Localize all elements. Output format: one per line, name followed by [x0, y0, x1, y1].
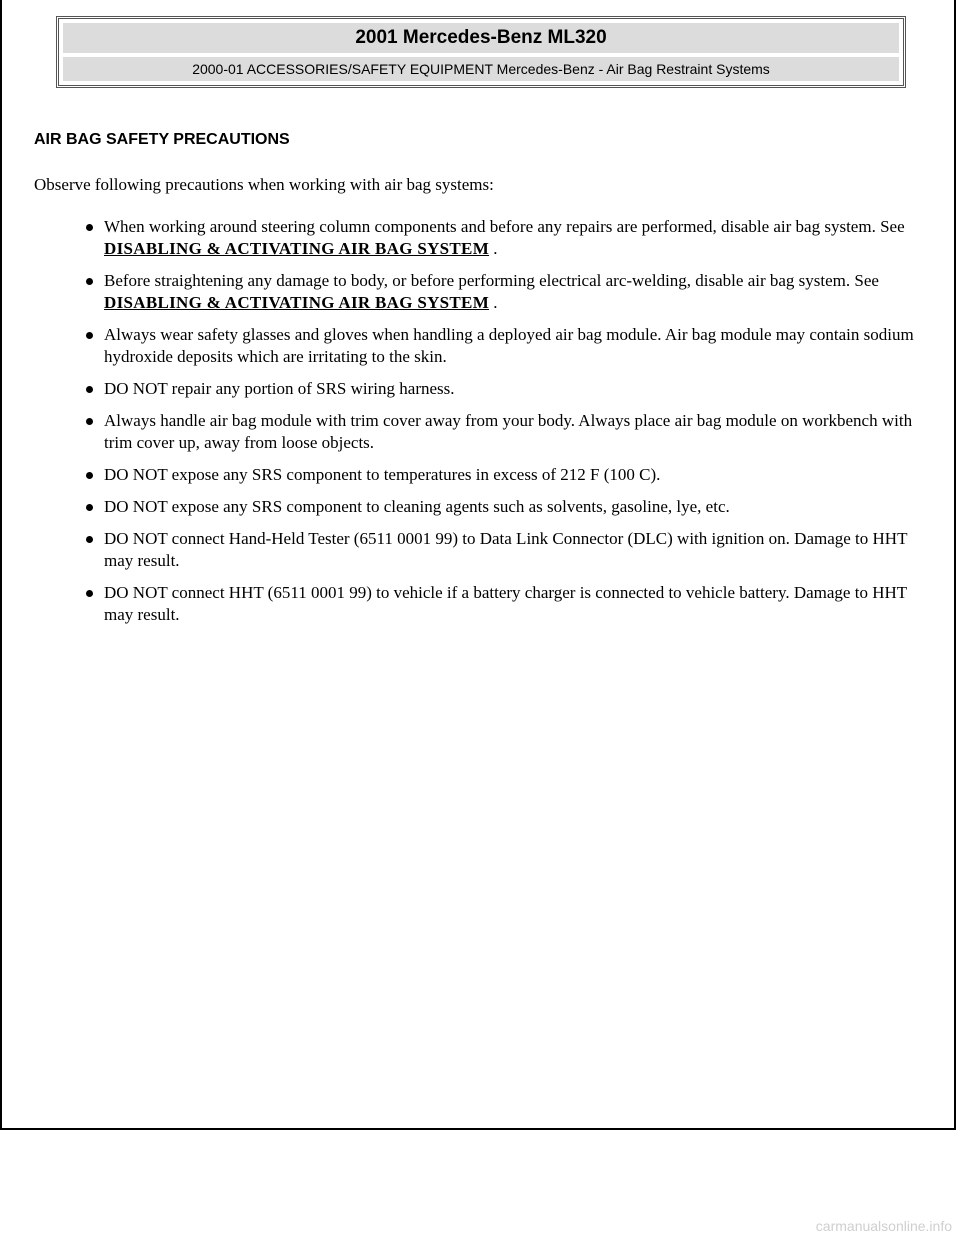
list-item-text: When working around steering column components and before any repairs are performed, disable air bag system. See — [104, 217, 905, 236]
bullet-icon — [86, 536, 93, 543]
list-item — [86, 410, 916, 454]
list-item-text: Always handle air bag module with trim cover away from your body. Always place air bag module on workbench with trim cover up, away from loose objects. — [104, 411, 913, 452]
list-item-text: DO NOT connect HHT (6511 0001 99) to vehicle if a battery charger is connected to vehicle battery. Damage to HHT may result. — [104, 583, 907, 624]
list-item — [86, 528, 916, 572]
list-item — [86, 582, 916, 626]
document-title: 2001 Mercedes-Benz ML320 — [63, 23, 899, 53]
list-item-text: DO NOT expose any SRS component to cleaning agents such as solvents, gasoline, lye, etc. — [104, 497, 730, 516]
list-item-text: DO NOT expose any SRS component to temperatures in excess of 212 F (100 C). — [104, 465, 661, 484]
bullet-icon — [86, 386, 93, 393]
bullet-icon — [86, 278, 93, 285]
disabling-activating-link[interactable]: DISABLING & ACTIVATING AIR BAG SYSTEM — [104, 239, 490, 258]
watermark: carmanualsonline.info — [815, 1218, 952, 1234]
intro-text: Observe following precautions when working with air bag systems: — [34, 175, 494, 194]
list-item-text: DO NOT repair any portion of SRS wiring harness. — [104, 379, 455, 398]
document-header — [56, 16, 906, 88]
list-item-suffix: . — [489, 239, 498, 258]
list-item-text: Before straightening any damage to body, or before performing electrical arc-welding, disable air bag system. See — [104, 271, 879, 290]
bullet-icon — [86, 504, 93, 511]
bullet-icon — [86, 224, 93, 231]
list-item-text: Always wear safety glasses and gloves when handling a deployed air bag module. Air bag module may contain sodium hydroxide deposits which are irritating to the skin. — [104, 325, 914, 366]
section-heading: AIR BAG SAFETY PRECAUTIONS — [34, 131, 290, 148]
disabling-activating-link[interactable]: DISABLING & ACTIVATING AIR BAG SYSTEM — [104, 293, 490, 312]
list-item — [86, 378, 916, 400]
list-item — [86, 270, 916, 314]
bullet-icon — [86, 418, 93, 425]
list-item — [86, 216, 916, 260]
bullet-icon — [86, 332, 93, 339]
list-item-suffix: . — [489, 293, 498, 312]
bullet-icon — [86, 590, 93, 597]
document-subtitle: 2000-01 ACCESSORIES/SAFETY EQUIPMENT Mercedes-Benz - Air Bag Restraint Systems — [63, 57, 899, 81]
list-item-text: DO NOT connect Hand-Held Tester (6511 0001 99) to Data Link Connector (DLC) with ignition on. Damage to HHT may result. — [104, 529, 908, 570]
bullet-icon — [86, 472, 93, 479]
list-item — [86, 464, 916, 486]
list-item — [86, 324, 916, 368]
list-item — [86, 496, 916, 518]
precautions-list — [86, 216, 916, 636]
